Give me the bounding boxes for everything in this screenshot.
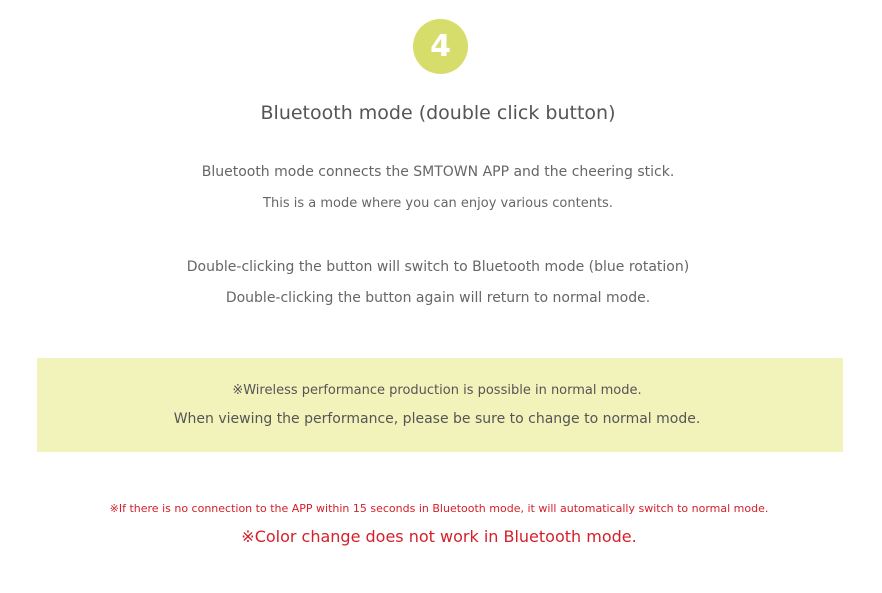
notice-line-2: When viewing the performance, please be sure to change to normal mode. (173, 411, 701, 427)
warning-auto-switch: ※If there is no connection to the APP within 15 seconds in Bluetooth mode, it will automatically switch to normal mode. (109, 502, 769, 515)
notice-box (37, 358, 843, 452)
description-line-4: Double-clicking the button again will return to normal mode. (225, 290, 651, 306)
section-title: Bluetooth mode (double click button) (260, 102, 616, 124)
warning-color-change: ※Color change does not work in Bluetooth mode. (241, 527, 637, 546)
description-line-1: Bluetooth mode connects the SMTOWN APP and the cheering stick. (201, 164, 675, 180)
description-line-3: Double-clicking the button will switch to Bluetooth mode (blue rotation) (186, 259, 690, 275)
step-number-badge: 4 (413, 19, 468, 74)
notice-line-1: ※Wireless performance production is possible in normal mode. (232, 383, 642, 398)
description-line-2: This is a mode where you can enjoy various contents. (263, 196, 613, 211)
